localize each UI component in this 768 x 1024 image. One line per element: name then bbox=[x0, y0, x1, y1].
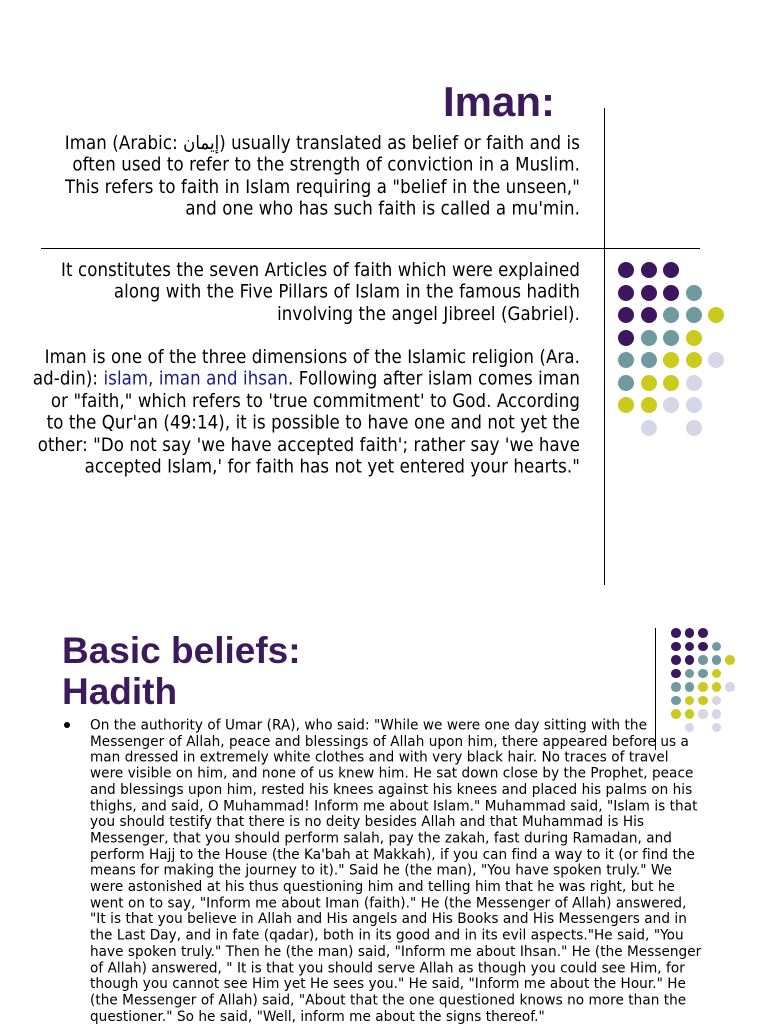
olive-dot bbox=[671, 709, 681, 719]
purple-dot bbox=[685, 628, 695, 638]
olive-dot bbox=[685, 709, 695, 719]
teal-dot bbox=[698, 669, 708, 679]
olive-dot bbox=[663, 375, 679, 391]
lavender-dot bbox=[708, 352, 724, 368]
dimensions-text-before: Iman is one of the three dimensions of the Islamic religion (Ara. ad-din): bbox=[32, 346, 580, 390]
purple-dot bbox=[641, 262, 657, 278]
purple-dot bbox=[671, 642, 681, 652]
olive-dot bbox=[641, 397, 657, 413]
purple-dot bbox=[685, 655, 695, 665]
olive-dot bbox=[641, 375, 657, 391]
purple-dot bbox=[671, 628, 681, 638]
purple-dot bbox=[698, 628, 708, 638]
lavender-dot bbox=[686, 375, 702, 391]
teal-dot bbox=[698, 655, 708, 665]
lavender-dot bbox=[641, 420, 657, 436]
teal-dot bbox=[641, 352, 657, 368]
olive-dot bbox=[725, 655, 735, 665]
dimensions-text-after: . Following after islam comes iman or "faith," which refers to 'true commitment' to God. According to the Qur'an (49:14), it is possible to have one and not yet the other: "Do not say 'we have accepted faith'; rather say 'we have accepted Islam,' for faith has not yet entered your hearts." bbox=[37, 367, 580, 478]
purple-dot bbox=[663, 285, 679, 301]
teal-dot bbox=[686, 285, 702, 301]
dimensions-link[interactable]: islam, iman and ihsan bbox=[103, 367, 289, 390]
bullet-icon bbox=[64, 722, 70, 728]
hadith-text: On the authority of Umar (RA), who said: "While we were one day sitting with the Messenger of Allah, peace and blessings of Allah upon him, there appeared before us a man dressed in extremely white clothes and with very black hair. No traces of travel were visible on him, and none of us knew him. He sat down close by the Prophet, peace and blessings upon him, rested his knees against his knees and placed his palms on his thighs, and said, O Muhammad! Inform me about Islam." Muhammad said, "Islam is that you should testify that there is no deity besides Allah and that Muhammad is His Messenger, that you should perform salah, pay the zakah, fast during Ramadan, and perform Hajj to the House (the Ka'bah at Makkah), if you can find a way to it (or find the means for making the journey to it)." Said he (the man), "You have spoken truly." We were astonished at his thus questioning him and telling him that he was right, but he went on to say, "Inform me about Iman (faith)." He (the Messenger of Allah) answered, "It is that you believe in Allah and His angels and His Books and His Messengers and in the Last Day, and in fate (qadar), both in its good and in its evil aspects."He said, "You have spoken truly." Then he (the man) said, "Inform me about Ihsan." He (the Messenger of Allah) answered, " It is that you should serve Allah as though you could see Him, for though you cannot see Him yet He sees you." He said, "Inform me about the Hour." He (the Messenger of Allah) said, "About that the one questioned knows no more than the questioner." So he said, "Well, inform me about the signs thereof." bbox=[90, 716, 702, 1024]
horizontal-divider bbox=[41, 248, 700, 249]
purple-dot bbox=[663, 262, 679, 278]
lavender-dot bbox=[712, 709, 722, 719]
dimensions-text bbox=[30, 346, 580, 478]
olive-dot bbox=[663, 352, 679, 368]
lavender-dot bbox=[686, 420, 702, 436]
teal-dot bbox=[618, 375, 634, 391]
lavender-dot bbox=[686, 397, 702, 413]
title-line-2: Hadith bbox=[62, 671, 178, 712]
hadith-list bbox=[64, 716, 704, 1024]
slide-basic-beliefs bbox=[0, 590, 768, 1024]
teal-dot bbox=[618, 352, 634, 368]
teal-dot bbox=[663, 330, 679, 346]
olive-dot bbox=[698, 682, 708, 692]
purple-dot bbox=[671, 655, 681, 665]
slide-title bbox=[62, 630, 301, 712]
purple-dot bbox=[618, 330, 634, 346]
purple-dot bbox=[641, 285, 657, 301]
lavender-dot bbox=[698, 709, 708, 719]
teal-dot bbox=[641, 330, 657, 346]
purple-dot bbox=[641, 307, 657, 323]
title-line-1: Basic beliefs: bbox=[62, 630, 301, 671]
olive-dot bbox=[712, 682, 722, 692]
lavender-dot bbox=[725, 682, 735, 692]
iman-definition: Iman (Arabic: إيمان) usually translated as belief or faith and is often used to refer to the strength of conviction in a Muslim. This refers to faith in Islam requiring a "belief in the unseen," and one who has such faith is called a mu'min. bbox=[64, 132, 580, 220]
purple-dot bbox=[698, 642, 708, 652]
olive-dot bbox=[618, 397, 634, 413]
list-item bbox=[64, 716, 704, 1024]
purple-dot bbox=[618, 307, 634, 323]
olive-dot bbox=[686, 352, 702, 368]
teal-dot bbox=[685, 682, 695, 692]
teal-dot bbox=[671, 696, 681, 706]
purple-dot bbox=[671, 669, 681, 679]
teal-dot bbox=[663, 307, 679, 323]
olive-dot bbox=[708, 307, 724, 323]
vertical-divider bbox=[604, 108, 605, 585]
olive-dot bbox=[698, 696, 708, 706]
lavender-dot bbox=[663, 397, 679, 413]
articles-of-faith-text: It constitutes the seven Articles of faith which were explained along with the Five Pillars of Islam in the famous hadith involving the angel Jibreel (Gabriel). bbox=[61, 259, 580, 325]
purple-dot bbox=[618, 285, 634, 301]
purple-dot bbox=[618, 262, 634, 278]
olive-dot bbox=[686, 330, 702, 346]
slide-title: Iman: bbox=[443, 78, 556, 125]
teal-dot bbox=[686, 307, 702, 323]
teal-dot bbox=[671, 682, 681, 692]
teal-dot bbox=[712, 655, 722, 665]
